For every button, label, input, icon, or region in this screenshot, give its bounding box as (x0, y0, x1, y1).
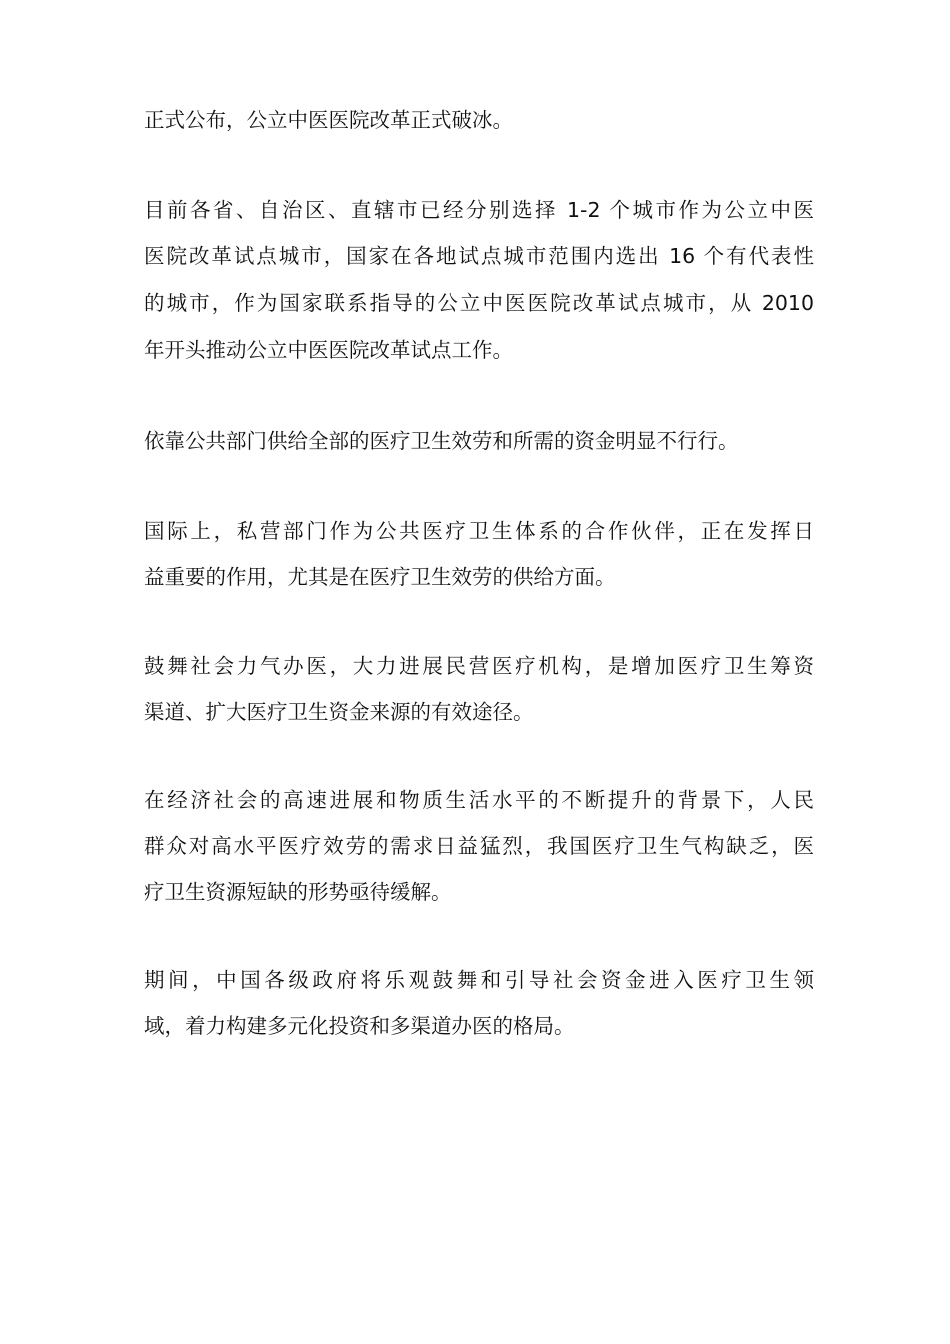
paragraph-5-line-2: 渠道、扩大医疗卫生资金来源的有效途径。 (144, 700, 534, 724)
paragraph-2-line-4: 年开头推动公立中医医院改革试点工作。 (144, 338, 513, 362)
paragraph-2-line-1: 目前各省、自治区、直辖市已经分别选择 1-2 个城市作为公立中医 (144, 198, 814, 222)
paragraph-7-line-1: 期间，中国各级政府将乐观鼓舞和引导社会资金进入医疗卫生领 (144, 968, 814, 992)
paragraph-4-line-2: 益重要的作用，尤其是在医疗卫生效劳的供给方面。 (144, 565, 616, 589)
paragraph-5-line-1: 鼓舞社会力气办医，大力进展民营医疗机构，是增加医疗卫生筹资 (144, 654, 814, 678)
paragraph-2-line-3: 的城市，作为国家联系指导的公立中医医院改革试点城市，从 2010 (144, 291, 814, 315)
paragraph-6-line-3: 疗卫生资源短缺的形势亟待缓解。 (144, 880, 452, 904)
paragraph-4-line-1: 国际上，私营部门作为公共医疗卫生体系的合作伙伴，正在发挥日 (144, 519, 814, 543)
paragraph-1-line-1: 正式公布，公立中医医院改革正式破冰。 (144, 108, 513, 132)
paragraph-6-line-2: 群众对高水平医疗效劳的需求日益猛烈，我国医疗卫生气构缺乏，医 (144, 834, 814, 858)
paragraph-2-line-2: 医院改革试点城市，国家在各地试点城市范围内选出 16 个有代表性 (144, 244, 814, 268)
paragraph-7-line-2: 域，着力构建多元化投资和多渠道办医的格局。 (144, 1014, 575, 1038)
paragraph-3-line-1: 依靠公共部门供给全部的医疗卫生效劳和所需的资金明显不行行。 (144, 429, 739, 453)
paragraph-6-line-1: 在经济社会的高速进展和物质生活水平的不断提升的背景下，人民 (144, 788, 814, 812)
